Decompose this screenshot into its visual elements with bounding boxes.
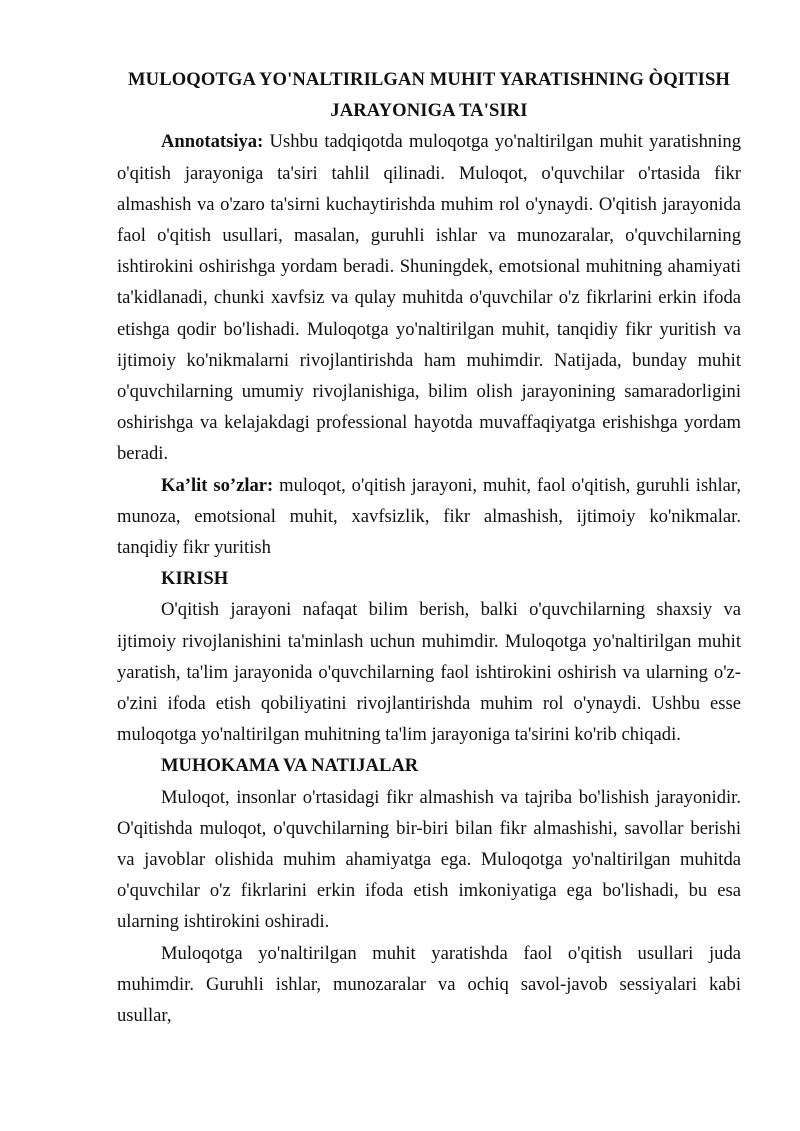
page-title: MULOQOTGA YO'NALTIRILGAN MUHIT YARATISHNING ÒQITISH JARAYONIGA TA'SIRI <box>128 69 730 122</box>
keywords-text: muloqot, o'qitish jarayoni, muhit, faol o'qitish, guruhli ishlar, munoza, emotsional muhit, xavfsizlik, fikr almashish, ijtimoiy ko'nikmalar. tanqidiy fikr yuritish <box>117 474 741 559</box>
keywords-label: Ka’lit so’zlar: <box>161 474 274 496</box>
discussion-paragraph: Muloqot, insonlar o'rtasidagi fikr almashish va tajriba bo'lishish jarayonidir. O'qitishda muloqot, o'quvchilarning bir-biri bilan fikr almashishi, savollar berishi va javoblar olishida muhim ahamiyatga ega. Muloqotga yo'naltirilgan muhitda o'quvchilar o'z fikrlarini erkin ifoda etish imkoniyatiga ega bo'lishadi, bu esa ularning ishtirokini oshiradi. <box>117 786 741 933</box>
annotation-label: Annotatsiya: <box>161 131 264 153</box>
intro-paragraph: O'qitish jarayoni nafaqat bilim berish, balki o'quvchilarning shaxsiy va ijtimoiy rivojlanishini ta'minlash uchun muhimdir. Muloqotga yo'naltirilgan muhit yaratish, ta'lim jarayonida o'quvchilarning faol ishtirokini oshirish va ularning o'z-o'zini ifoda etish qobiliyatini rivojlantirishda muhim rol o'ynaydi. Ushbu esse muloqotga yo'naltirilgan muhitning ta'lim jarayoniga ta'sirini ko'rib chiqadi. <box>117 599 741 746</box>
annotation-text: Ushbu tadqiqotda muloqotga yo'naltirilgan muhit yaratishning o'qitish jarayoniga ta'siri tahlil qilinadi. Muloqot, o'quvchilar o'rtasida fikr almashish va o'zaro ta'sirni kuchaytirishda muhim rol o'ynaydi. O'qitish jarayonida faol o'qitish usullari, masalan, guruhli ishlar va munozaralar, o'quvchilarning ishtirokini oshirishga yordam beradi. Shuningdek, emotsional muhitning ahamiyati ta'kidlanadi, chunki xavfsiz va qulay muhitda o'quvchilar o'z fikrlarini erkin ifoda etishga qodir bo'lishadi. Muloqotga yo'naltirilgan muhit, tanqidiy fikr yuritish va ijtimoiy ko'nikmalarni rivojlantirishda ham muhimdir. Natijada, bunday muhit o'quvchilarning umumiy rivojlanishiga, bilim olish jarayonining samaradorligini oshirishga va kelajakdagi professional hayotda muvaffaqiyatga erishishga yordam beradi. <box>117 131 741 465</box>
intro-heading: KIRISH <box>161 568 229 590</box>
discussion-heading: MUHOKAMA VA NATIJALAR <box>161 755 419 777</box>
keywords-paragraph <box>117 470 741 564</box>
annotation-paragraph <box>117 126 741 469</box>
discussion-paragraph: Muloqotga yo'naltirilgan muhit yaratishda faol o'qitish usullari juda muhimdir. Guruhli ishlar, munozaralar va ochiq savol-javob sessiyalari kabi usullar, <box>117 942 741 1027</box>
document-body <box>117 64 741 1031</box>
